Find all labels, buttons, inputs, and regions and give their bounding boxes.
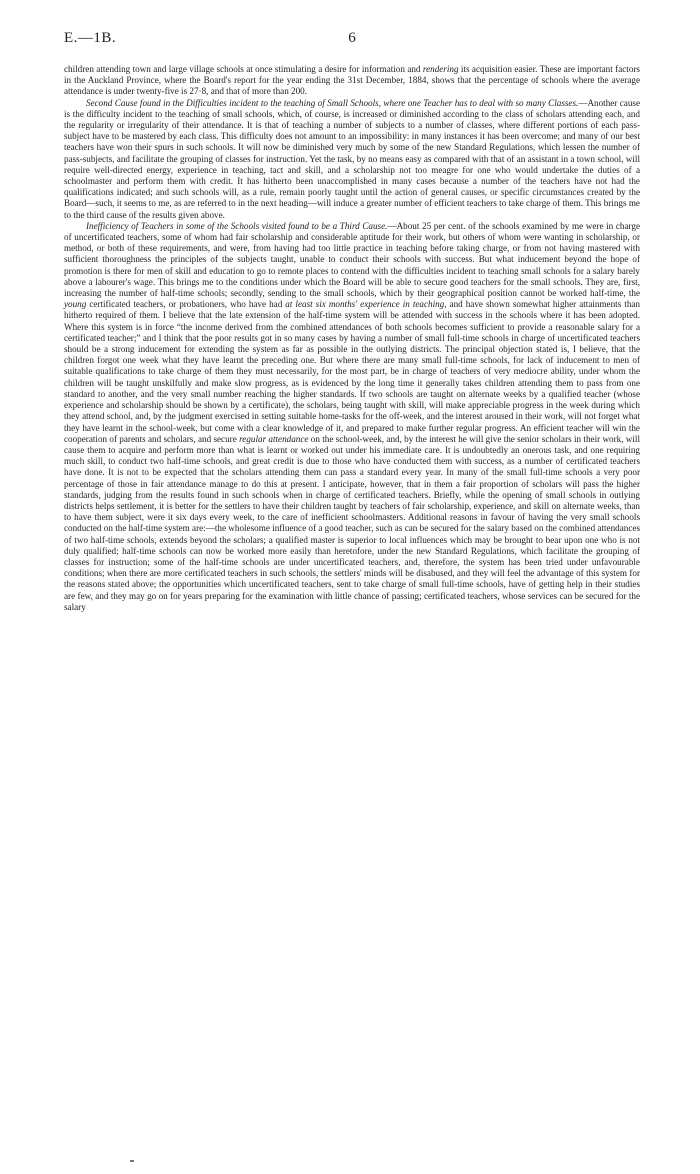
document-reference: E.—1B.	[64, 30, 117, 46]
text-run: on the school-week, and, by the interest he will give the senior scholars in their work, will cause them to acquire and perform more than what is learnt or worked out under his immediate care. It is undoubtedly an onerous task, and one requiring much skill, to conduct two half-time schools, and great credit is due to those who have conducted them with success, as a number of certificated teachers have done. It is not to be expected that the scholars attending them can pass a standard every year. In many of the small full-time schools a very poor percentage of those in fair attendance manage to do this at present. I anticipate, however, that in them a fair proportion of scholars will pass the higher standards, judging from the results found in such schools when in charge of certificated teachers. Briefly, while the opening of small schools in outlying districts helps settlement, it is better for the settlers to have their children taught by teachers of fair scholarship, experience, and skill on alternate weeks, than to have them subject, were it six days every week, to the care of inefficient schoolmasters. Additional reasons in favour of having the very small schools conducted on the half-time system are:—the wholesome influence of a good teacher, such as can be secured for the salary based on the combined attendances of two half-time schools, extends beyond the scholars; a qualified master is superior to local influences which may be brought to bear upon one who is not duly qualified; half-time schools can now be worked more easily than heretofore, under the new Standard Regulations, which facilitate the grouping of classes for instruction; some of the half-time schools are under uncertificated teachers, and, therefore, the system has been tried under unfavourable conditions; when there are more certificated teachers in such schools, the settlers' minds will be disabused, and they will feel the advantage of this system for the reasons stated above; the opportunities which uncertificated teachers, sent to take charge of small full-time schools, have of getting help in their studies are few, and they may go on for years preparing for the examination with little chance of passing; certificated teachers, whose services can be secured for the salary	[64, 433, 640, 612]
text-run: its acquisition easier. These are important factors in the Auckland Province, where the Board's report for the year ending the 31st December, 1884, shows that the percentage of schools where the average attendance is under twenty-five is 27·8, and that of more than 200.	[64, 64, 640, 97]
page-mark	[130, 1160, 134, 1162]
body-text	[64, 64, 640, 613]
italic-text-run: at least six months' experience in teaching	[285, 299, 445, 310]
text-run: certificated teachers, or probationers, who have had	[86, 299, 286, 310]
italic-text-run: Second Cause found in the Difficulties incident to the teaching of Small Schools, where one Teacher has to deal with so many Classes.	[86, 97, 579, 108]
paragraph-second-cause	[64, 98, 640, 221]
page-number: 6	[348, 30, 356, 46]
italic-text-run: rendering	[422, 64, 459, 74]
paragraph-continuation	[64, 64, 640, 98]
paragraph-third-cause	[64, 221, 640, 613]
text-run: children attending town and large village schools at once stimulating a desire for information and	[64, 64, 423, 74]
text-run: , and have shown somewhat higher attainments than hitherto required of them. I believe that the late extension of the half-time system will be attended with success in the schools where it has been adopted. Where this system is in force “the income derived from the combined attendances of both schools becomes sufficient to provide a reasonable salary for a certificated teacher;” and I think that the poor results got in so many cases by having a number of small full-time schools in charge of uncertificated teachers should be a strong inducement for extending the system as far as possible in the outlying districts. The principal objection stated is, I believe, that the children forgot one week what they have learnt the preceding one. But where there are many small full-time schools, for lack of inducement to men of suitable qualifications to take charge of them they must necessarily, for the most part, be in charge of teachers of very mediocre ability, under whom the children will be taught unskilfully and make slow progress, as is evidenced by the long time it generally takes children attending them to pass from one standard to another, and the very small number reaching the higher standards. If two schools are taught on alternate weeks by a qualified teacher (whose experience and scholarship should be shown by a certificate), the scholars, being taught with skill, will make appreciable progress in the week during which they attend school, and, by the judgment exercised in setting suitable home-tasks for the off-week, and the interest aroused in their work, will not forget what they have learnt in the school-week, but come with a clear knowledge of it, and prepared to make further regular progress. An efficient teacher will win the cooperation of parents and scholars, and secure	[64, 299, 640, 444]
page-header	[64, 30, 640, 50]
italic-text-run: Inefficiency of Teachers in some of the Schools visited found to be a Third Cause.	[86, 220, 388, 231]
italic-text-run: regular attendance	[239, 433, 309, 444]
text-run: —Another cause is the difficulty incident to the teaching of small schools, which, of course, is increased or diminished according to the class of scholars attending each, and the regularity or irregularity of their attendance. It is that of teaching a number of subjects to a number of classes, where different portions of each pass-subject have to be mastered by each class. This difficulty does not amount to an impossibility: in many instances it has been overcome; and many of our best teachers have won their spurs in such schools. It will now be diminished very much by some of the new Standard Regulations, which lessen the number of pass-subjects, and facilitate the grouping of classes for instruction. Yet the task, by no means easy as compared with that of an assistant in a town school, will require well-directed energy, experience in teaching, tact and skill, and a scholarship not too meagre for one who would undertake the duties of a schoolmaster and perform them with credit. It has hitherto been unaccomplished in many cases because a number of the teachers have not had the qualifications indicated; and such schools will, as a rule, remain poorly taught until the action of general causes, or specific circumstances created by the Board—such, it seems to me, as are referred to in the next heading—will induce a greater number of efficient teachers to take charge of them. This brings me to the third cause of the results given above.	[64, 97, 640, 220]
text-run: —About 25 per cent. of the schools examined by me were in charge of uncertificated teachers, some of whom had fair scholarship and considerable aptitude for their work, but others of whom were wanting in scholarship, or method, or both of these requirements, and were, from having had too little practice in teaching before taking charge, or from not having mastered with sufficient thoroughness the principles of the subjects taught, unable to conduct their schools with success. But what inducement beyond the hope of promotion is there for men of skill and education to go to remote places to contend with the difficulties incident to teaching small schools for a salary barely above a labourer's wage. This brings me to the conditions under which the Board will be able to secure good teachers for the small schools. They are, first, increasing the number of half-time schools; secondly, sending to the small schools, which by their geographical position cannot be worked half-time, the	[64, 220, 640, 299]
italic-text-run: young	[64, 299, 87, 310]
